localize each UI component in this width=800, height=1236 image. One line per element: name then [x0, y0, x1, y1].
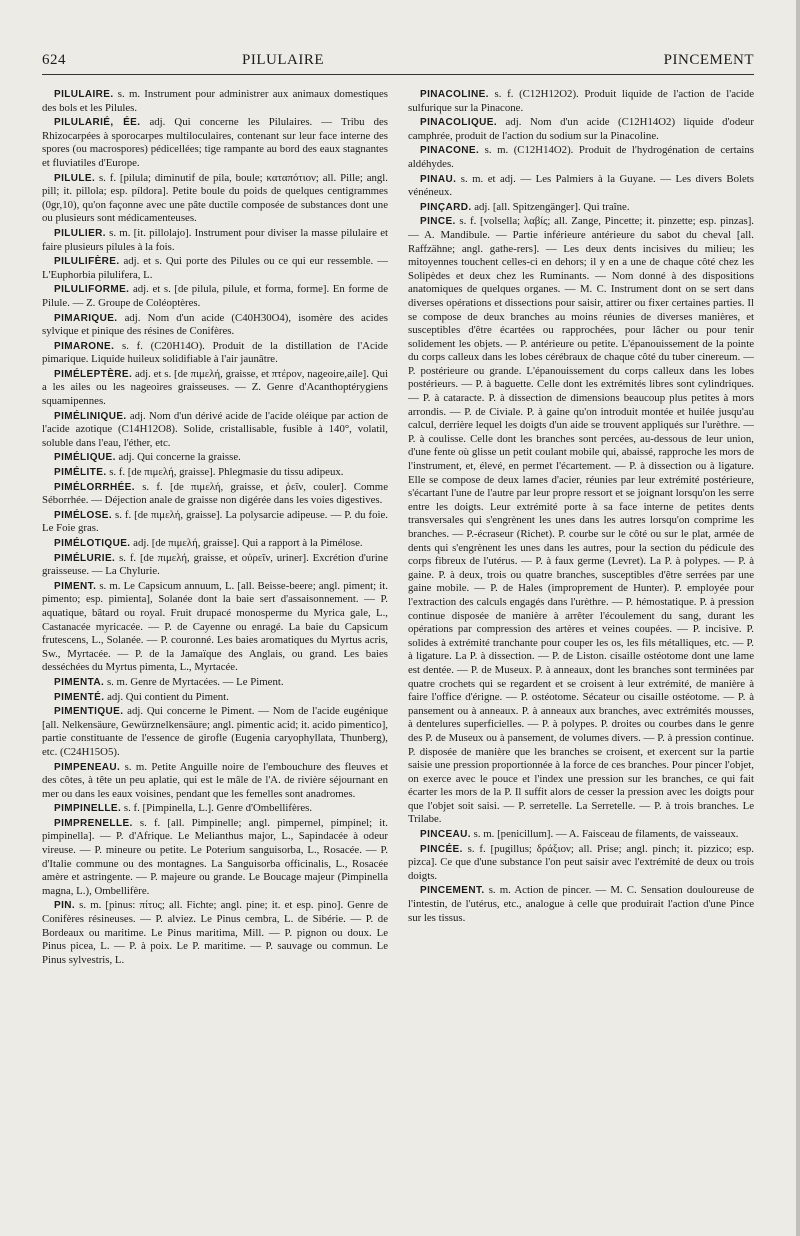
entry-headword: PIMÉLOSE. [54, 509, 113, 521]
dictionary-entry [408, 116, 754, 143]
dictionary-entry [42, 466, 388, 480]
entry-definition: s. m. Genre de Myrtacées. — Le Piment. [104, 675, 284, 688]
entry-definition: adj. [all. Spitzengänger]. Qui traîne. [471, 200, 630, 213]
entry-headword: PIN. [54, 900, 76, 912]
entry-headword: PINCEMENT. [420, 885, 485, 897]
entry-definition: adj. et s. [de pilula, pilule, et forma, forme]. En forme de Pilule. — Z. Groupe de Coléoptères. [42, 283, 388, 309]
entry-definition: s. f. [pugillus; δράξιον; all. Prise; angl. pinch; it. pizzico; esp. pizca]. Ce que d'une substance l'on peut saisir avec l'extrémité de deux ou trois doigts. [408, 842, 754, 882]
dictionary-entry [42, 172, 388, 226]
entry-headword: PILULIFORME. [54, 284, 130, 296]
dictionary-entry [408, 144, 754, 171]
entry-definition: s. f. [de πιμελή, graisse, et οὐρεῖν, uriner]. Excrétion d'urine graisseuse. — La Chylurie. [42, 551, 388, 578]
entry-headword: PIMÉLORRHÉE. [54, 481, 135, 493]
entry-headword: PINCE. [420, 216, 456, 228]
entry-definition: adj. Qui contient du Piment. [104, 690, 229, 703]
dictionary-entry [408, 215, 754, 827]
entry-definition: adj. [de πιμελή, graisse]. Qui a rapport à la Pimélose. [130, 537, 363, 549]
entry-headword: PIMÉLIQUE. [54, 452, 116, 464]
right-guide-word: PINCEMENT [663, 52, 754, 68]
dictionary-entry [42, 88, 388, 115]
dictionary-entry [42, 705, 388, 759]
dictionary-entry [42, 817, 388, 899]
right-column [408, 88, 754, 1218]
entry-definition: s. f. [de πιμελή, graisse]. La polysarcie adipeuse. — P. du foie. Le Foie gras. [42, 508, 388, 535]
entry-headword: PIMÉLOTIQUE. [54, 538, 131, 549]
entry-definition: s. f. [de πιμελή, graisse, et ῥεῖν, couler]. Comme Séborrhée. — Déjection anale de graisse non digérée dans les voies digestives. [42, 480, 388, 507]
entry-headword: PIMENTIQUE. [54, 706, 124, 718]
dictionary-entry [42, 676, 388, 690]
dictionary-entry [42, 283, 388, 310]
entry-definition: s. m. [pinus: πίτυς; all. Fichte; angl. pine; it. et esp. pino]. Genre de Conifères résineuses. — P. alviez. Le Pinus cembra, L. de Sibérie. — P. de Bordeaux ou maritime. Le Pinus maritima, Mill. — P. pignon ou doux. Le Pinus picea, L. — P. à poix. Le P. maritime. — P. sauvage ou commun. Le Pinus sylvestris, L. [42, 899, 388, 966]
entry-headword: PIMPRENELLE. [54, 817, 133, 829]
entry-headword: PIMARONE. [54, 340, 115, 352]
dictionary-entry [42, 410, 388, 451]
dictionary-entry [42, 899, 388, 967]
dictionary-entry [408, 828, 754, 842]
dictionary-entry [408, 201, 754, 215]
entry-headword: PIMÉLEPTÈRE. [54, 368, 133, 380]
entry-definition: s. m. Action de pincer. — M. C. Sensation douloureuse de l'intestin, de l'utérus, etc., analogue à celle que produirait l'action d'une Pince sur les tissus. [408, 884, 754, 924]
entry-definition: s. f. [volsella; λαβίς; all. Zange, Pincette; it. pinzette; esp. pinzas]. — A. Mandibule. — Partie inférieure antérieure du sabot du cheval [all. Raffzähne; angl. gathe-rers]. — Les deux dents incisives du milieu; les mitoyennes touchent celles-ci en dehors; il y en a une de chaque côté chez les Solipèdes et deux chez les Ruminants. — Nom donné à des dispositions anatomiques de quelques organes. — M. C. Instrument dont on se sert dans diverses opérations et dissections pour saisir, attirer ou fixer certaines parties. Il se compose de deux branches au moins réunies de diverses manières, et susceptibles d'être écartées ou rapprochées, pour lâcher ou pour tenir solidement les objets. — P. antérieure ou petite. L'épanouissement de la pointe du corps calleux dans les lobes cérébraux de chaque côté du tuber cinereum. — P. postérieure ou grande. L'épanouissement du corps calleux dans les lobes postérieurs. — P. à baguette. Celle dont les extrémités libres sont cylindriques. — P. à cataracte. P. à dissection de dimensions beaucoup plus petites à mors arrondis. — P. de Civiale. P. à gaine qu'on introduit montée et huilée jusqu'au calcul, derrière lequel les doigts d'un aide se trouvent appliqués sur l'urèthre. — P. à coulisse. Celle dont les branches sont percées, au-dessous de leur union, d'une fente où glisse un petit coulant mobile qui, abaissé, rapproche les mors de l'instrument, et, élevé, en permet l'écartement. — P. à dissection ou à ligature. Elle se compose de deux lames d'acier, réunies par leur extrémité postérieure, s'écartant l'une de l'autre par leur propre ressort et se joignant lorsqu'on les serre entre les doigts. Leur extrémité porte à sa face interne de petites dents transversales qui s'engrènent les unes dans les autres lorsqu'on comprime les branches. — P.-écraseur (Richet). P. courbe sur le côté ou sur le plat, armée de dents qui s'engrènent les unes dans les autres, pour la section du pédicule des corps fibreux de l'utérus. — P. à faux germe (Levret). La P. à polypes. — P. à gaine. P. à deux, trois ou quatre branches, susceptibles d'être serrées par une gaine mobile. — P. de Hales (improprement de Hunter). P. employée pour l'extraction des calculs engagés dans l'urèthre. — P. hémostatique. P. à pression continue disposée de manière à arrêter l'écoulement du sang, durant les opérations par compression des artères et veines coupées. — P. incisive. P. solides à extrémité tranchante pour couper les os, les fils métalliques, etc. — P. à ligature. La P. à dissection. — P. de Liston. cisaille ostéotome dont une lame est dentée. — P. de Museux. P. à anneaux, dont les branches sont terminées par quatre crochets qui se regardent et se croisent à leur extrémité, de manière à faire l'office d'érigne. — P. ostéotome. Sécateur ou cisaille ostéotome. — P. à pansement ou à anneaux. P. à anneaux aux branches, avec extrémités mousses, à dentelures superficielles. — P. à polypes. P. droites ou courbes dans le genre des P. de Museux ou à pansement, de volumes divers. — P. à pression continue. P. disposée de manière que les branches se croisent, et exercent sur la partie saisie une pression proportionnée à la force de ces branches. Pour pincer l'objet, on exerce avec le pouce et l'index une pression sur les branches, ce qui fait écarter les mors de la P. Il suffit alors de cesser la pression avec les doigts pour que l'objet soit saisi. — P. serretelle. La Serretelle. — P. à trois branches. Le Trilabe. [408, 215, 754, 826]
entry-headword: PINACONE. [420, 145, 480, 157]
entry-definition: adj. Nom d'un acide (C40H30O4), isomère des acides sylvique et pinique des résines de Conifères. [42, 311, 388, 338]
dictionary-entry [408, 884, 754, 925]
entry-headword: PILULARIÉ, ÉE. [54, 117, 141, 129]
entry-definition: s. m. [penicillum]. — A. Faisceau de filaments, de vaisseaux. [470, 828, 739, 841]
entry-headword: PIMPENEAU. [54, 761, 121, 773]
entry-headword: PINCEAU. [420, 829, 471, 841]
dictionary-entry [42, 481, 388, 508]
entry-definition: s. m. [it. pillolajo]. Instrument pour diviser la masse pilulaire et faire plusieurs pilules à la fois. [42, 226, 388, 253]
entry-headword: PIMENTA. [54, 676, 105, 688]
dictionary-entry [42, 509, 388, 536]
entry-headword: PILULAIRE. [54, 89, 114, 100]
dictionary-entry [42, 116, 388, 170]
entry-headword: PINÇARD. [420, 201, 472, 213]
entry-definition: adj. Qui concerne les Pilulaires. — Tribu des Rhizocarpées à sporocarpes multiloculaires, contenant sur leur face interne des spores (ou macrospores) pédicellées; tige rampante au bord des eaux stagnantes et fluviatiles d'Europe. [42, 116, 388, 169]
entry-definition: s. f. [all. Pimpinelle; angl. pimpernel, pimpinel; it. pimpinella]. — P. d'Afrique. Le Melianthus major, L., Sapindacée à odeur vireuse. — P. mineure ou petite. Le Poterium sanguisorba, L., Rosacée. — P. d'Italie commune ou des montagnes. La Sanguisorba officinalis, L., Rosacée amère et astringente. — P. majeure ou grande. Le Boucage majeur (Pimpinella magna, L.), Ombellifère. [42, 816, 388, 897]
entry-definition: s. f. (C12H12O2). Produit liquide de l'action de l'acide sulfurique sur la Pinacone. [408, 88, 754, 114]
entry-definition: s. f. [pilula; diminutif de pila, boule; καταπότιον; all. Pille; angl. pill; it. pillola; esp. píldora]. Petite boule du poids de quelques centigrammes (0gr,10), qu'on façonne avec une pâte ductile composée de substances dont une ou plusieurs sont médicamenteuses. [42, 171, 388, 225]
dictionary-entry [42, 691, 388, 705]
dictionary-entry [408, 843, 754, 884]
header-rule [42, 74, 754, 75]
running-header [42, 52, 754, 72]
dictionary-entry [408, 173, 754, 200]
entry-definition: adj. Qui concerne le Piment. — Nom de l'acide eugénique [all. Nelkensäure, Gewürznelkensäure; angl. pimentic acid; it. acido pimentico], partie constituante de l'essence de girofle (Eugenia caryophyllata, Thunberg), etc. (C24H15O5). [42, 705, 388, 758]
entry-definition: adj. et s. Qui porte des Pilules ou ce qui eur ressemble. — L'Euphorbia pilulifera, L. [42, 255, 388, 281]
dictionary-entry [42, 552, 388, 579]
entry-definition: s. f. [de πιμελή, graisse]. Phlegmasie du tissu adipeux. [106, 466, 344, 479]
entry-definition: s. m. Petite Anguille noire de l'embouchure des fleuves et des côtes, à tête un peu aplatie, qui est le mâle de l'A. de rivière séjournant en mer ou dans les eaux voisines, pendant que les femelles sont anadromes. [42, 760, 388, 800]
entry-definition: s. m. Le Capsicum annuum, L. [all. Beisse-beere; angl. piment; it. pimento; esp. pimienta], Solanée dont la baie sert d'assaisonnement. — P. aquatique, bâtard ou royal. Fruit drupacé monosperme du Myrica gale, L., Castanacée myricacée. — P. de Cayenne ou enragé. La baie du Capsicum frutescens, L., Solanée. — P. couronné. Les baies aromatiques du Myrtus acris, Sw., Myrtacée. — P. de la Jamaïque des Anglais, ou grand. Les baies desséchées du Myrtus pimenta, L., Myrtacée. [42, 579, 388, 674]
entry-definition: s. f. (C20H14O). Produit de la distillation de l'Acide pimarique. Liquide huileux solidifiable à l'air jaunâtre. [42, 339, 388, 366]
dictionary-entry [42, 227, 388, 254]
entry-headword: PINACOLIQUE. [420, 117, 498, 129]
entry-definition: adj. Nom d'un acide (C12H14O2) liquide d'odeur camphrée, produit de l'action du sodium sur la Pinacoline. [408, 116, 754, 142]
entry-headword: PIMPINELLE. [54, 803, 122, 815]
dictionary-entry [42, 312, 388, 339]
entry-headword: PIMÉLITE. [54, 467, 107, 479]
dictionary-entry [42, 537, 388, 551]
left-guide-word: PILULAIRE [242, 52, 324, 68]
entry-definition: adj. et s. [de πιμελή, graisse, et πτέρον, nageoire,aile]. Qui a les ailes ou les nageoires graisseuses. — Z. Genre d'Acanthoptérygiens squamipennes. [42, 367, 388, 408]
dictionary-entry [42, 451, 388, 465]
entry-headword: PILULIFÈRE. [54, 256, 120, 268]
dictionary-entry [42, 761, 388, 802]
dictionary-entry [42, 368, 388, 409]
entry-definition: adj. Nom d'un dérivé acide de l'acide oléique par action de l'acide azotique (C14H12O8). Solide, cristallisable, fusible à 140°, volatil, soluble dans l'eau, l'éther, etc. [42, 409, 388, 449]
entry-headword: PIMÉLURIE. [54, 552, 116, 564]
left-column [42, 88, 388, 1218]
entry-headword: PINCÉE. [420, 843, 463, 855]
page-edge [796, 0, 800, 1236]
entry-definition: adj. Qui concerne la graisse. [115, 451, 241, 464]
entry-definition: s. m. et adj. — Les Palmiers à la Guyane. — Les divers Bolets vénéneux. [408, 172, 754, 199]
entry-definition: s. m. (C12H14O2). Produit de l'hydrogénation de certains aldéhydes. [408, 144, 754, 170]
entry-headword: PIMARIQUE. [54, 312, 118, 324]
page-number: 624 [42, 52, 66, 68]
entry-headword: PIMENTÉ. [54, 691, 105, 703]
entry-definition: s. f. [Pimpinella, L.]. Genre d'Ombellifères. [121, 802, 313, 815]
dictionary-entry [42, 340, 388, 367]
entry-headword: PINAU. [420, 173, 457, 185]
entry-headword: PILULE. [54, 172, 96, 184]
entry-headword: PILULIER. [54, 227, 106, 239]
entry-headword: PIMÉLINIQUE. [54, 410, 127, 422]
entry-headword: PINACOLINE. [420, 89, 489, 100]
dictionary-entry [408, 88, 754, 115]
entry-headword: PIMENT. [54, 580, 97, 592]
dictionary-entry [42, 580, 388, 675]
entry-definition: s. m. Instrument pour administrer aux animaux domestiques des bols et les Pilules. [42, 88, 388, 114]
dictionary-entry [42, 802, 388, 816]
dictionary-entry [42, 255, 388, 282]
